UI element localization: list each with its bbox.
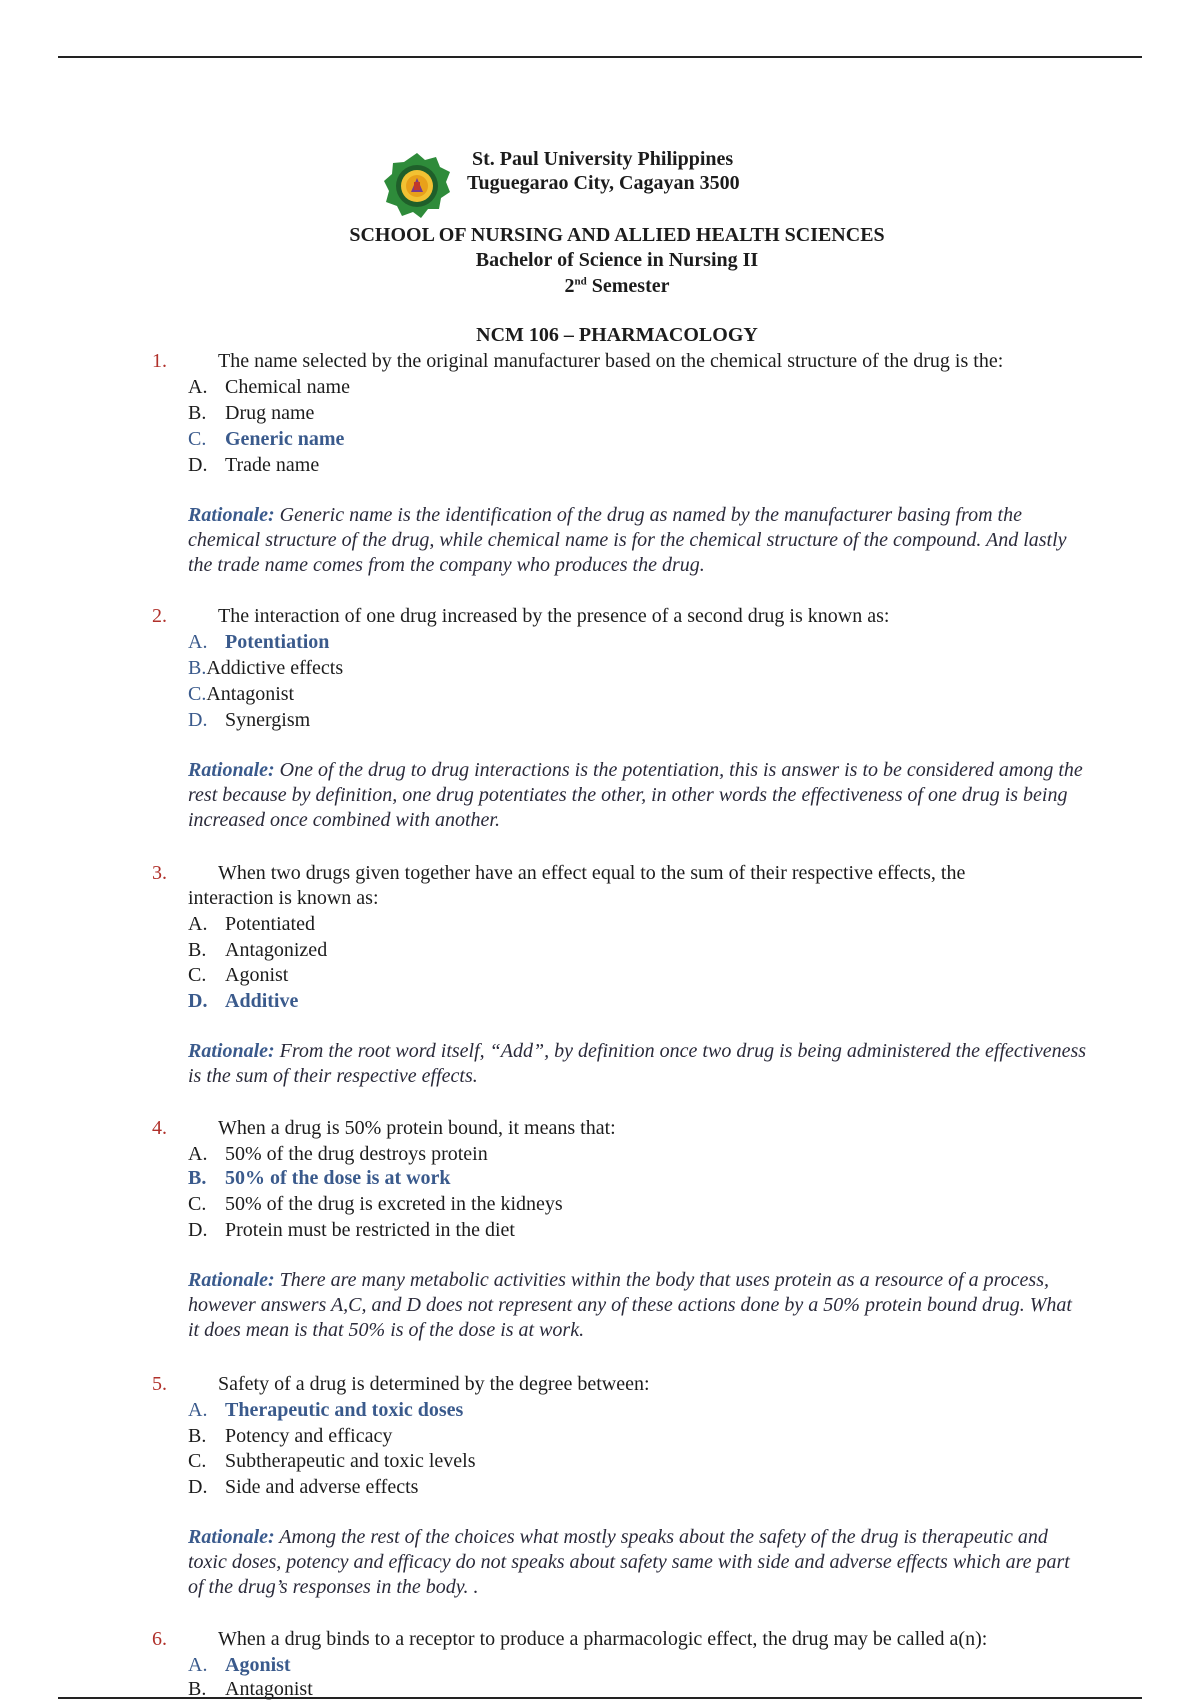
question-number: 1. <box>152 350 167 372</box>
question-text: When a drug binds to a receptor to produce a pharmacologic effect, the drug may be called a(n): <box>218 1628 988 1650</box>
question-text: The name selected by the original manufacturer based on the chemical structure of the drug is the: <box>218 350 1004 372</box>
question-text: When a drug is 50% protein bound, it means that: <box>218 1117 616 1139</box>
option-b: B. Potency and efficacy <box>188 1425 393 1447</box>
option-a: A. 50% of the drug destroys protein <box>188 1143 488 1165</box>
question-text: When two drugs given together have an effect equal to the sum of their respective effects, the <box>218 862 966 884</box>
question-text: Safety of a drug is determined by the degree between: <box>218 1373 650 1395</box>
option-a: A. Chemical name <box>188 376 350 398</box>
option-b: B. Antagonist <box>188 1678 313 1700</box>
option-a: A. Potentiated <box>188 913 315 935</box>
semester: 2nd Semester <box>564 275 670 297</box>
question-number: 6. <box>152 1628 167 1650</box>
option-c: C. Agonist <box>188 964 289 986</box>
question-number: 5. <box>152 1373 167 1395</box>
option-a-correct: A. Agonist <box>188 1654 291 1676</box>
option-a-correct: A. Potentiation <box>188 631 330 653</box>
question-number: 4. <box>152 1117 167 1139</box>
option-c-correct: C. Generic name <box>188 428 345 450</box>
option-a-correct: A. Therapeutic and toxic doses <box>188 1399 464 1421</box>
option-d: D. Protein must be restricted in the diet <box>188 1219 515 1241</box>
rationale: Rationale: From the root word itself, “Add”, by definition once two drug is being administered the effectiveness is the sum of their respective effects. <box>188 1040 1087 1087</box>
option-b: B. Antagonized <box>188 939 328 961</box>
question-text: The interaction of one drug increased by the presence of a second drug is known as: <box>218 605 890 627</box>
option-d: D. Trade name <box>188 454 320 476</box>
option-c: C. 50% of the drug is excreted in the kidneys <box>188 1193 563 1215</box>
university-name: St. Paul University Philippines <box>472 148 734 170</box>
option-c: C.Antagonist <box>188 683 295 705</box>
university-city: Tuguegarao City, Cagayan 3500 <box>467 172 740 194</box>
option-d-correct: D. Additive <box>188 990 299 1012</box>
question-text-continued: interaction is known as: <box>188 887 379 909</box>
university-seal-icon <box>383 152 451 220</box>
question-number: 2. <box>152 605 167 627</box>
option-b-correct: B. 50% of the dose is at work <box>188 1167 451 1189</box>
bottom-rule <box>58 1697 1142 1699</box>
option-c: C. Subtherapeutic and toxic levels <box>188 1450 476 1472</box>
school-name: SCHOOL OF NURSING AND ALLIED HEALTH SCIENCES <box>349 224 885 246</box>
option-b: B.Addictive effects <box>188 657 344 679</box>
question-number: 3. <box>152 862 167 884</box>
option-b: B. Drug name <box>188 402 315 424</box>
option-d: D. Synergism <box>188 709 311 731</box>
course-title: NCM 106 – PHARMACOLOGY <box>476 324 758 346</box>
rationale: Rationale: One of the drug to drug interactions is the potentiation, this is answer is to be considered among the rest because by definition, one drug potentiates the other, in other words the effectiveness of one drug is being increased once combined with another. <box>188 759 1083 831</box>
rationale: Rationale: There are many metabolic activities within the body that uses protein as a resource of a process, however answers A,C, and D does not represent any of these actions done by a 50% protein bound drug. What it does mean is that 50% is of the dose is at work. <box>188 1269 1072 1341</box>
top-rule <box>58 56 1142 58</box>
program-name: Bachelor of Science in Nursing II <box>475 249 759 271</box>
option-d: D. Side and adverse effects <box>188 1476 419 1498</box>
rationale: Rationale: Generic name is the identification of the drug as named by the manufacturer basing from the chemical structure of the drug, while chemical name is for the chemical structure of the compound. And lastly the trade name comes from the company who produces the drug. <box>188 504 1067 576</box>
rationale: Rationale: Among the rest of the choices what mostly speaks about the safety of the drug is therapeutic and toxic doses, potency and efficacy do not speaks about safety same with side and adverse effects which are part of the drug’s responses in the body. . <box>188 1526 1070 1598</box>
